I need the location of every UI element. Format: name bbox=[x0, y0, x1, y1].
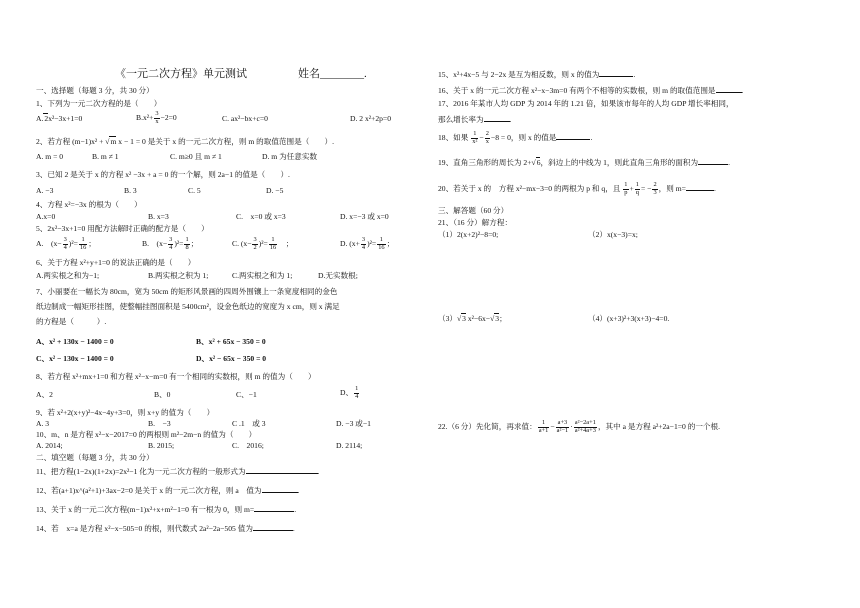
q2-stem: 2、若方程 (m−1)x² + √m x − 1 = 0 是关于 x 的一元二次方程，则 m 的取值范围是（ ）. bbox=[36, 137, 334, 146]
q22: 22.（6 分）先化简，再求值： $\frac{1}{a+1}$ − $\frac{a+3}{\text{a²−1}}$ · $\frac{\text{a²−2a+1}}{\text{a²+4a+3}}$ ，其中 a 是方程 a²+2a−1=0 的一个根. bbox=[438, 419, 721, 434]
q1-stem: 1、下列为一元二次方程的是（ ） bbox=[36, 99, 162, 108]
q8-stem: 8、若方程 x²+mx+1=0 和方程 x²−x−m=0 有一个相同的实数根，则 m 的值为（ ） bbox=[36, 372, 316, 381]
q8-options: A、2 B、0 C、−1 D、 $\frac{1}{4}$ bbox=[36, 385, 359, 400]
q19: 19、直角三角形的周长为 2+√6，斜边上的中线为 1，则此直角三角形的面积为 . bbox=[438, 158, 730, 167]
q16: 16、关于 x 的一元二次方程 x²−x−3m=0 有两个不相等的实数根，则 m 的取值范围是 . bbox=[438, 86, 744, 95]
q9-stem: 9、若 x²+2(x+y)²−4x−4y+3=0，则 x+y 的值为（ ） bbox=[36, 408, 215, 417]
q12: 12、若(a+1)x^(a²+1)+3ax−2=0 是关于 x 的一元二次方程，则 a 值为 . bbox=[36, 486, 300, 495]
q7-stem-line3: 的方程是（ ）. bbox=[36, 317, 107, 326]
q21-part4: （4）(x+3)²+3(x+3)−4=0. bbox=[588, 314, 670, 323]
q2-options: A. m = 0 B. m ≠ 1 C. m≥0 且 m ≠ 1 D. m 为任意实数 bbox=[36, 152, 318, 161]
q7-stem-line1: 7、小丽要在一幅长为 80cm，宽为 50cm 的矩形风景画的四周外围镶上一条宽度相同的金色 bbox=[36, 287, 338, 296]
q21-part2: （2）x(x−3)=x; bbox=[588, 230, 638, 239]
q4-stem: 4、方程 x²=−3x 的根为（ ） bbox=[36, 200, 142, 209]
q13: 13、关于 x 的一元二次方程(m−1)x²+x+m²−1=0 有一根为 0，则 m= . bbox=[36, 505, 297, 514]
q21-part1: （1）2(x+2)²−8=0; bbox=[438, 230, 499, 239]
q5-stem: 5、2x²−3x+1=0 用配方法解时正确的配方是（ ） bbox=[36, 224, 209, 233]
q6-stem: 6、关于方程 x²+y+1=0 的说法正确的是（ ） bbox=[36, 258, 196, 267]
q4-options: A.x=0 B. x=3 C. x=0 或 x=3 D. x=−3 或 x=0 bbox=[36, 212, 389, 221]
q9-options: A. 3 B. −3 C .1 或 3 D. −3 或−1 bbox=[36, 419, 371, 428]
q5-options: A. (x− $\frac{3}{4}$ )²= $\frac{1}{16}$ ； B. (x− $\frac{3}{4}$ )²= $\frac{1}{8}$ ； C. (x− $\frac{3}{2}$ )²= $\frac{1}{16}$ ； D. (x+ $\frac{3}{4}$ )²= $\frac{1}{16}$ ； bbox=[36, 236, 395, 251]
q17-line2: 那么增长率为 . bbox=[438, 115, 512, 124]
section1-heading: 一、选择题（每题 3 分，共 30 分） bbox=[36, 86, 154, 95]
q7-options-ab: A、x² + 130x − 1400 = 0 B、x² + 65x − 350 = 0 bbox=[36, 337, 266, 346]
q6-options: A.两实根之和为−1; B.两实根之积为 1; C.两实根之和为 1; D.无实数根; bbox=[36, 271, 358, 280]
q1-option-c: C. ax²−bx+c=0 bbox=[222, 114, 268, 123]
q17-line1: 17、2016 年某市人均 GDP 为 2014 年的 1.21 倍，如果该市每年的人均 GDP 增长率相同， bbox=[438, 99, 734, 108]
section2-heading: 二、填空题（每题 3 分，共 30 分） bbox=[36, 453, 154, 462]
q7-stem-line2: 纸边制成一幅矩形挂图，使整幅挂图面积是 5400cm²，设金色纸边的宽度为 x cm，则 x 满足 bbox=[36, 302, 340, 311]
q1-option-d: D. 2 x²+2p=0 bbox=[350, 114, 392, 123]
q14: 14、若 x=a 是方程 x²−x−505=0 的根，则代数式 2a²−2a−505 值为 . bbox=[36, 524, 295, 533]
q3-stem: 3、已知 2 是关于 x 的方程 x² −3x + a = 0 的一个解，则 2a−1 的值是（ ）. bbox=[36, 170, 290, 179]
q11: 11、把方程(1−2x)(1+2x)=2x²−1 化为一元二次方程的一般形式为 . bbox=[36, 467, 320, 476]
q1-options: A.2x²−3x+1=0 B.x²+ $\frac{3}{x}$ −2=0 C. ax²−bx+c=0 D. 2 x²+2p=0 bbox=[36, 110, 392, 125]
q3-options: A. −3 B. 3 C. 5 D. −5 bbox=[36, 186, 284, 195]
page-title: 《一元二次方程》单元测试 bbox=[115, 68, 247, 80]
q15: 15、x²+4x−5 与 2−2x 是互为相反数，则 x 的值为 . bbox=[438, 70, 636, 79]
name-field-label: 姓名________. bbox=[298, 68, 367, 80]
q21-stem: 21、（16 分）解方程： bbox=[438, 218, 513, 227]
section3-heading: 三、解答题（60 分） bbox=[438, 206, 509, 215]
q7-options-cd: C、x² − 130x − 1400 = 0 D、x² − 65x − 350 = 0 bbox=[36, 354, 267, 363]
q18: 18、如果 $\frac{1}{\text{x²}}$ − $\frac{2}{x}$ −8 = 0，则 x 的值是 . bbox=[438, 130, 593, 145]
q20: 20、若关于 x 的 方程 x²−mx−3=0 的两根为 p 和 q，且 $\frac{1}{p}$ + $\frac{1}{q}$ = − $\frac{2}{3}$ ，则 m= . bbox=[438, 181, 716, 196]
q10-options: A. 2014; B. 2015; C. 2016; D. 2114; bbox=[36, 441, 363, 450]
q21-part3: （3）√3 x²−6x−√3； bbox=[438, 314, 507, 323]
q10-stem: 10、m、n 是方程 x²−x−2017=0 的两根则 m²−2m−n 的值为（ ） bbox=[36, 430, 257, 439]
